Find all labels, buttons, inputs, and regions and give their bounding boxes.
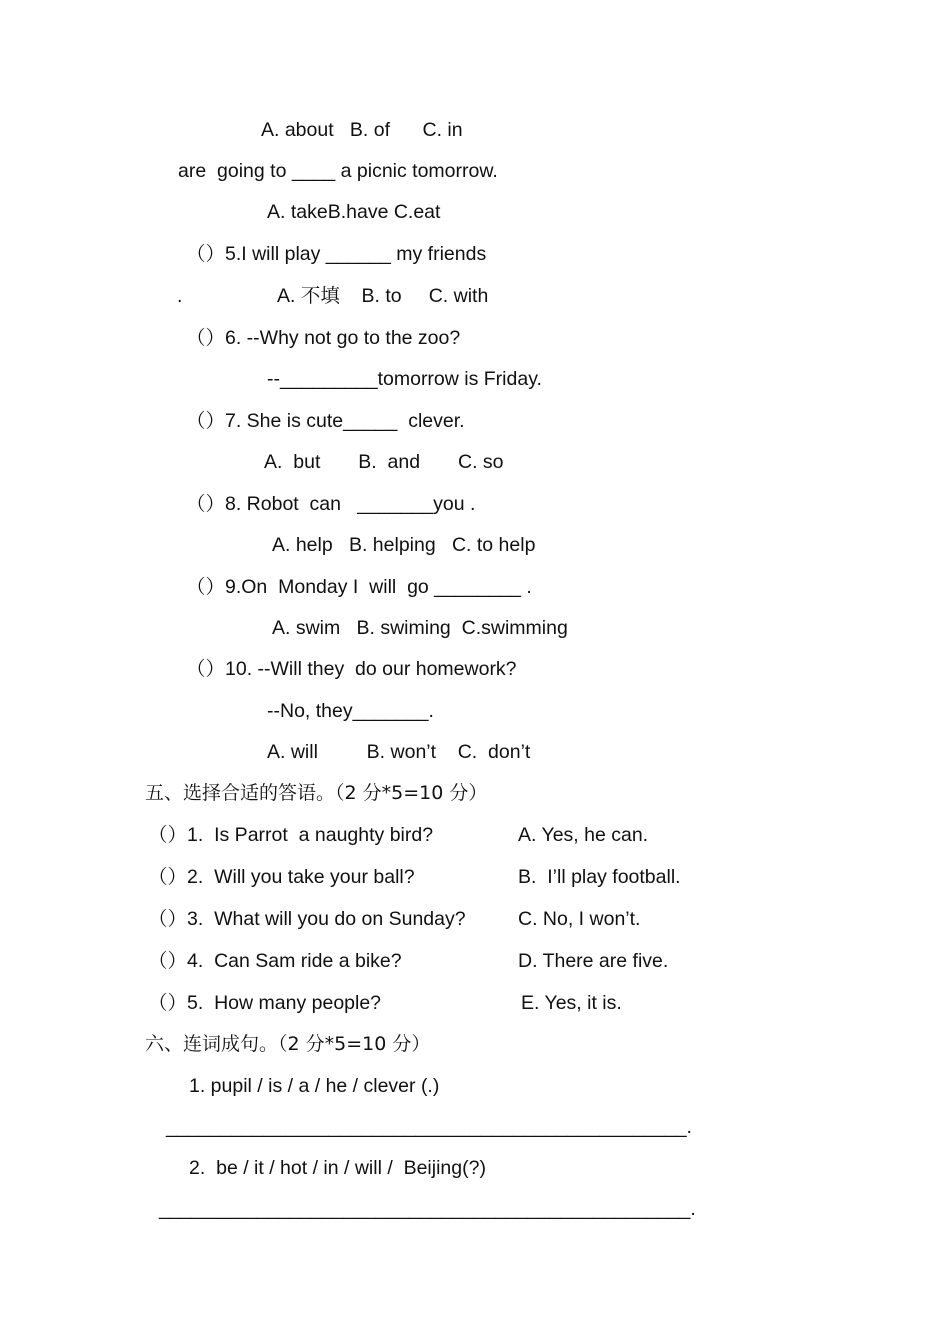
part5-answer-e: E. Yes, it is.: [521, 992, 622, 1014]
part5-question-3: （）3. What will you do on Sunday?: [148, 908, 466, 930]
part5-question-4: （）4. Can Sam ride a bike?: [148, 950, 402, 972]
q9-options: A. swim B. swiming C.swimming: [272, 617, 568, 639]
q10-answer: --No, they_______.: [267, 700, 434, 722]
q4-options: A. takeB.have C.eat: [267, 201, 441, 223]
part5-question-2: （）2. Will you take your ball?: [148, 866, 415, 888]
q8-options: A. help B. helping C. to help: [272, 534, 536, 556]
q6-stem: （）6. --Why not go to the zoo?: [186, 327, 461, 349]
part6-heading: 六、连词成句。（2 分*5=10 分）: [145, 1033, 431, 1055]
part5-answer-c: C. No, I won’t.: [518, 908, 641, 930]
part5-answer-b: B. I’ll play football.: [518, 866, 681, 888]
part5-question-5: （）5. How many people?: [148, 992, 382, 1014]
q4-stem: are going to ____ a picnic tomorrow.: [178, 160, 498, 182]
q7-stem: （）7. She is cute_____ clever.: [186, 410, 465, 432]
q7-options: A. but B. and C. so: [264, 451, 504, 473]
part5-question-1: （）1. Is Parrot a naughty bird?: [148, 824, 434, 846]
q3-options: A. about B. of C. in: [261, 119, 463, 141]
part5-answer-d: D. There are five.: [518, 950, 669, 972]
part6-answer-line-1: ________________________________________________.: [166, 1116, 692, 1138]
q10-options: A. will B. won’t C. don’t: [267, 741, 531, 763]
part5-heading: 五、选择合适的答语。（2 分*5=10 分）: [145, 782, 488, 804]
q6-answer: --_________tomorrow is Friday.: [267, 368, 542, 390]
part5-answer-a: A. Yes, he can.: [518, 824, 649, 846]
part6-item-2: 2. be / it / hot / in / will / Beijing(?): [189, 1157, 486, 1179]
q8-stem: （）8. Robot can _______you .: [186, 493, 476, 515]
q9-stem: （）9.On Monday I will go ________ .: [186, 576, 532, 598]
part6-item-1: 1. pupil / is / a / he / clever (.): [189, 1075, 440, 1097]
q5-dot: .: [177, 285, 183, 307]
part6-answer-line-2: _________________________________________________.: [159, 1198, 696, 1220]
q5-stem: （）5.I will play ______ my friends: [186, 243, 487, 265]
q10-stem: （）10. --Will they do our homework?: [186, 658, 517, 680]
q5-options: A. 不填 B. to C. with: [277, 285, 489, 307]
